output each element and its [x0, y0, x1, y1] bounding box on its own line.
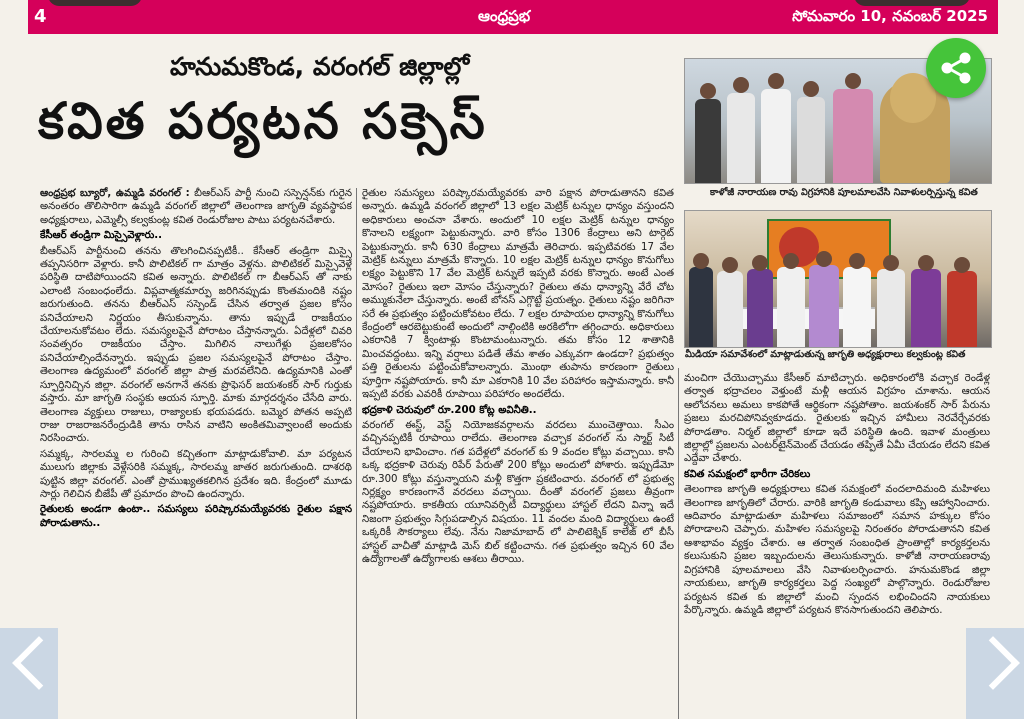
subheading: భద్రకాళి చెరువులో రూ.200 కోట్ల అవినీతి..	[362, 404, 537, 416]
person-head	[700, 83, 716, 99]
article-paragraph: రైతుల సమస్యలు పరిష్కారమయ్యేవరకు వారి పక్షాన పోరాడుతానని కవిత అన్నారు. ఉమ్మడి వరంగల్ జిల్లాలో 13 లక్షల మెట్రిక్ టన్నుల ధాన్యం వస్తుందని అధికారులు అంచనా వేశారు. అందులో 10 లక్షల మెట్రిక్ టన్నుల ధాన్యం కొనాలని లక్ష్యంగా పెట్టుకున్నారు. వారి కోసం 1306 కేంద్రాలు అని టార్గెట్ పెట్టుకున్నారు. కానీ 630 కేంద్రాలు మాత్రమే తెరిచారు. ఇప్పటివరకు 17 వేల మెట్రిక్ టన్నులు మాత్రమే కొన్నారు. 10 లక్షల మెట్రిక్ టన్నుల ధాన్యం కొనుగోలు లక్ష్యం పెట్టుకొని 17 వేల మెట్రిక్ టన్నులే ఇప్పటి వరకు కొన్నారు. అంటే ఎంత మోసం? రైతులు ఇలా మోసం చేస్తున్నారు? రైతులు తమ ధాన్యాన్ని వేరే చోట అమ్ముకునేలా చేస్తున్నారు. అంటే బోనస్ ఎగ్గొట్టే ప్రయత్నం. రైతులు నష్టం జరిగినా సరే ఈ ప్రభుత్వం పట్టించుకోవటం లేదు. 7 లక్షల రూపాయల ధాన్యాన్ని కొనుగోలు కేంద్రంలో ఆరబెట్టుకుంటే అందులో నాల్గింటికి అరకిలోగా తగ్గించారు. అధికారులు ఎకరానికి 7 క్వింటాళ్లు కొంటామంటున్నారు. తమ కోసం 12 శాతానికి మించవద్దంటు. ఇన్ని వర్షాలు పడితే తేమ శాతం ఎక్కువగా ఉండదా? ప్రభుత్వం పత్తి రైతులను పట్టించుకోవాలన్నారు. మొంథా తుపాను కారణంగా రైతులు పూర్తిగా నష్టపోయారు. కానీ మా ఎకరానికి 10 వేల పరిహారం ఇస్తామన్నారు. కానీ ఇప్పటి వరకు ఎవరికీ రూపాయి పరిహారం అందలేదు.	[362, 188, 674, 401]
column-divider	[678, 368, 679, 719]
person-figure	[877, 269, 905, 347]
person-head	[722, 257, 738, 273]
person-head	[849, 253, 865, 269]
person-head	[733, 77, 749, 93]
subheading: కేసీఆర్ తండ్రిగా మిస్సైవెళ్లారు..	[40, 230, 162, 242]
column-divider	[356, 188, 357, 719]
article-paragraph: వరంగల్ ఈస్ట్, వెస్ట్ నియోజకవర్గాలను వరదలు ముంచెత్తాయి. సీఎం వచ్చినప్పటికీ రూపాయి రాలేదు. తెలంగాణ వచ్చాక వరంగల్ ను స్మార్ట్ సిటీ చేయాలని భావించాం. గత పదేళ్లలో వరంగల్ కు 9 వందల కోట్లు వచ్చాయి. కానీ ఒక్క భద్రకాళి చెరువు రిపేర్ పేరుతో 200 కోట్లు అందులో పోశారు. ఇప్పుడేమో రూ.300 కోట్లు వస్తున్నాయని మళ్లీ కొత్తగా ప్రకటించారు. వరంగల్ లో ప్రభుత్వ నిర్లక్ష్యం కారణంగానే వరదలు వచ్చాయి. దీంతో వరంగల్ ప్రజలు తీవ్రంగా నష్టపోయారు. కాకతీయ యూనివర్సిటీ విద్యార్థులు హాస్టల్ లేదని విన్నా ఇదే నిజంగా ప్రభుత్వం సిగ్గుపడాల్సిన విషయం. 11 వందల మంది విద్యార్థులు ఉంటే ఒక్కరికీ సౌకర్యాలు లేవు. నేను నిజామాబాద్ లో పాలిటెక్నిక్ కాలేజ్ లో బీసీ హాస్టల్ వాచీతో మాట్లాడి మెస్ బిల్ కట్టించాను. గత ప్రభుత్వం ఇచ్చిన 60 వేల ఉద్యోగాలతో ఉద్యోగాలకు ఆశలు తీరాయి.	[362, 419, 674, 565]
person-figure	[911, 269, 941, 347]
article-byline: ఆంధ్రప్రభ బ్యూరో, ఉమ్మడి వరంగల్ :	[40, 188, 190, 199]
photo-caption: మీడియా సమావేశంలో మాట్లాడుతున్న జాగృతి అధ్యక్షురాలు కల్వకుంట్ల కవిత	[685, 349, 966, 360]
person-head	[783, 253, 799, 269]
next-page-button[interactable]	[966, 628, 1024, 719]
person-head	[845, 73, 861, 89]
person-figure	[843, 267, 871, 347]
article-paragraph: మంచిగా చేయొచ్చాము కేసీఆర్ మాటిచ్చారు. అధికారంలోకి వచ్చాక రెండేళ్ల తర్వాత భద్రాచలం వెళ్తుంటే మళ్లీ ఆయన విగ్రహం చూశాను. ఆయన ఆలోచనలు అమలు కాకపోతే ఆర్థికంగా నష్టపోతాం. జయశంకర్ సార్ పేరును ప్రజలు మరచిపోనివ్వకూడదు. రైతులకు ఇచ్చిన హామీలు నెరవేర్చేవరకు పోరాడతాం. నిర్మల్ జిల్లాలో కూడా ఇదే పరిస్థితి ఉంది. ఇవాళ మంత్రులు జిల్లాల్లో ప్రజలను ఎంటర్‌టైన్‌మెంట్ చేయడం తప్పితే ఏమీ చేయడం లేదని కవిత ఎద్దేవా చేశారు.	[684, 373, 990, 465]
person-figure	[809, 265, 839, 347]
person-figure	[761, 89, 791, 183]
article-column-1	[40, 187, 352, 719]
article-paragraph: తెలంగాణ జాగృతి అధ్యక్షురాలు కవిత సమక్షంలో వందలాదిమంది మహిళలు తెలంగాణ జాగృతిలో చేరారు. వారికి జాగృతి కండువాలు కప్పి ఆహ్వానించారు. ఆదివారం మాట్లాడుతూ మహిళలు సమాజంలో సమాన హక్కుల కోసం పోరాడాలని చెప్పారు. మహిళల సమస్యలపై నిరంతరం పోరాడుతానని కవిత ఆశాభావం వ్యక్తం చేశారు. ఆ తర్వాత సంబంధిత ప్రాంతాల్లో కార్యకర్తలను కలుసుకుని ప్రజల ఇబ్బందులను తెలుసుకున్నారు. కాళోజీ నారాయణరావు విగ్రహానికి పూలమాలలు వేసి నివాళులర్పించారు. హనుమకొండ జిల్లా నాయకులు, జాగృతి కార్యకర్తలు పెద్ద సంఖ్యలో పాల్గొన్నారు. రెండురోజుల పర్యటన కవిత కు జిల్లాలో మంచి స్పందన లభించిందని నాయకులు పేర్కొన్నారు. ఉమ్మడి జిల్లాలో పర్యటన కొనసాగుతుందని తెలిపారు.	[684, 484, 990, 616]
person-figure	[747, 269, 773, 347]
person-head	[954, 257, 970, 273]
person-head	[883, 255, 899, 271]
chevron-right-icon	[966, 636, 1020, 690]
subheading: రైతులకు అండగా ఉంటా.. సమస్యలు పరిష్కారమయ్యేవరకు రైతుల పక్షాన పోరాడుతాను..	[40, 504, 352, 529]
issue-date: సోమవారం 10, నవంబర్ 2025	[792, 7, 988, 25]
person-head	[816, 251, 832, 267]
article-lead: బీఆర్‌ఎస్ పార్టీ నుంచి సస్పెన్షన్‌కు గురైన అనంతరం తొలిసారిగా ఉమ్మడి వరంగల్ జిల్లాలో తెలంగాణ జాగృతి వ్యవస్థాపక అధ్యక్షురాలు, ఎమ్మెల్సీ కల్వకుంట్ల కవిత రెండురోజుల పాటు పర్యటనచేశారు.	[40, 188, 352, 226]
header-right-tab	[854, 0, 970, 6]
photo-caption: కాళోజీ నారాయణ రావు విగ్రహానికి పూలమాలవేసి నివాళులర్పిస్తున్న కవిత	[710, 187, 978, 198]
person-head	[693, 253, 709, 269]
person-head	[768, 73, 784, 89]
person-figure	[777, 267, 805, 347]
photo-media-meeting	[684, 210, 992, 348]
person-figure	[727, 93, 755, 183]
article-headline: కవిత పర్యటన సక్సెస్	[38, 92, 488, 150]
person-figure	[833, 89, 873, 183]
person-figure	[797, 97, 825, 183]
person-figure	[947, 271, 977, 347]
person-head	[918, 255, 934, 271]
article-paragraph: సమ్మక్క, సారలమ్మ ల గురించి కచ్చితంగా మాట్లాడుకోవాలి. మా పర్యటన ములుగు జిల్లాకు వెళ్లేసరికి సమ్మక్క, సారలమ్మ జాతర జరుగుతుంది. దాశరథి పుట్టిన జిల్లా వరంగల్. ఎంతో ప్రాముఖ్యతకలిగిన ప్రదేశం ఇది. కేంద్రంలో మూడు సార్లు గెలిచిన బీజేపీ తో ప్రమాదం పొంచి ఉందన్నారు.	[40, 448, 352, 500]
article-paragraph: బీఆర్‌ఎస్ పార్టీనుంచి తనను తొలగించినప్పటికీ.. కేసీఆర్ తండ్రిగా మిస్సై తప్పనిసరిగా వెళ్లారు. కానీ పొలిటికల్ గా మాత్రం వెళ్లను. పొలిటికల్ మిస్సైవెళ్లే పరిస్థితి దాటిపోయిందని కవిత అన్నారు. పొలిటికల్ గా బీఆర్‌ఎస్ తో నాకు ఎలాంటి సంబంధంలేదు. విప్లవాత్మకమార్పు జరిగినప్పుడు కొంతమందికి నష్టం జరుగుతుంది. తనను బీఆర్‌ఎస్ సస్పెండ్ చేసిన తర్వాత ప్రజల కోసం పనిచేయాలని నిర్ణయం తీసుకున్నాను. తాను ఇప్పుడే రాజకీయం చేయాలనుకోవటం లేదు. సమస్యలపైనే పోరాటం చేస్తానన్నారు. ఏదేళ్లలో చివరి సంవత్సరం రాజకీయం చేస్తాం. మిగిలిన నాలుగేళ్లు ప్రజలకోసం పనిచేయాల్సిందేనన్నారు. ఇప్పుడు ప్రజల సమస్యలపైనే పోరాటం చేస్తాం. తెలంగాణ ఉద్యమంలో వరంగల్ జిల్లా పాత్ర మరవలేనిది. ఉద్యమానికి ఎంతో స్ఫూర్తినిచ్చిన జిల్లా. వరంగల్ అనగానే తనకు ప్రొఫెసర్ జయశంకర్ సార్ గుర్తుకు వస్తారు. మా జాగృతి సంస్థకు ఆయన స్ఫూర్తి. మాకు మార్గదర్శనం చేసేది వారు. తెలంగాణ వ్యక్తులు రాజులు, రాజ్యాలకు భయపడరు. బమ్మెర పోతన అప్పటి రాజు రాజరాజనరేంద్రుడికి తాను రాసిన వాటిని అంకితమివ్వాలంటే అందుకు నిరసించారు.	[40, 245, 352, 445]
article-column-3	[684, 372, 990, 719]
article-column-2	[362, 187, 674, 719]
person-head	[752, 255, 768, 271]
person-figure	[695, 99, 721, 183]
person-figure	[717, 271, 743, 347]
article-kicker: హనుమకొండ, వరంగల్ జిల్లాల్లో	[170, 52, 470, 81]
share-button[interactable]	[926, 38, 986, 98]
chevron-left-icon	[12, 636, 66, 690]
subheading: కవిత సమక్షంలో భారీగా చేరికలు	[684, 468, 811, 480]
person-head	[803, 81, 819, 97]
person-figure	[689, 267, 713, 347]
page-header-bar	[28, 0, 998, 34]
publication-name: ఆంధ్రప్రభ	[478, 7, 531, 25]
share-icon	[926, 38, 986, 98]
header-left-tab	[48, 0, 142, 6]
previous-page-button[interactable]	[0, 628, 58, 719]
page-number: 4	[34, 6, 47, 27]
